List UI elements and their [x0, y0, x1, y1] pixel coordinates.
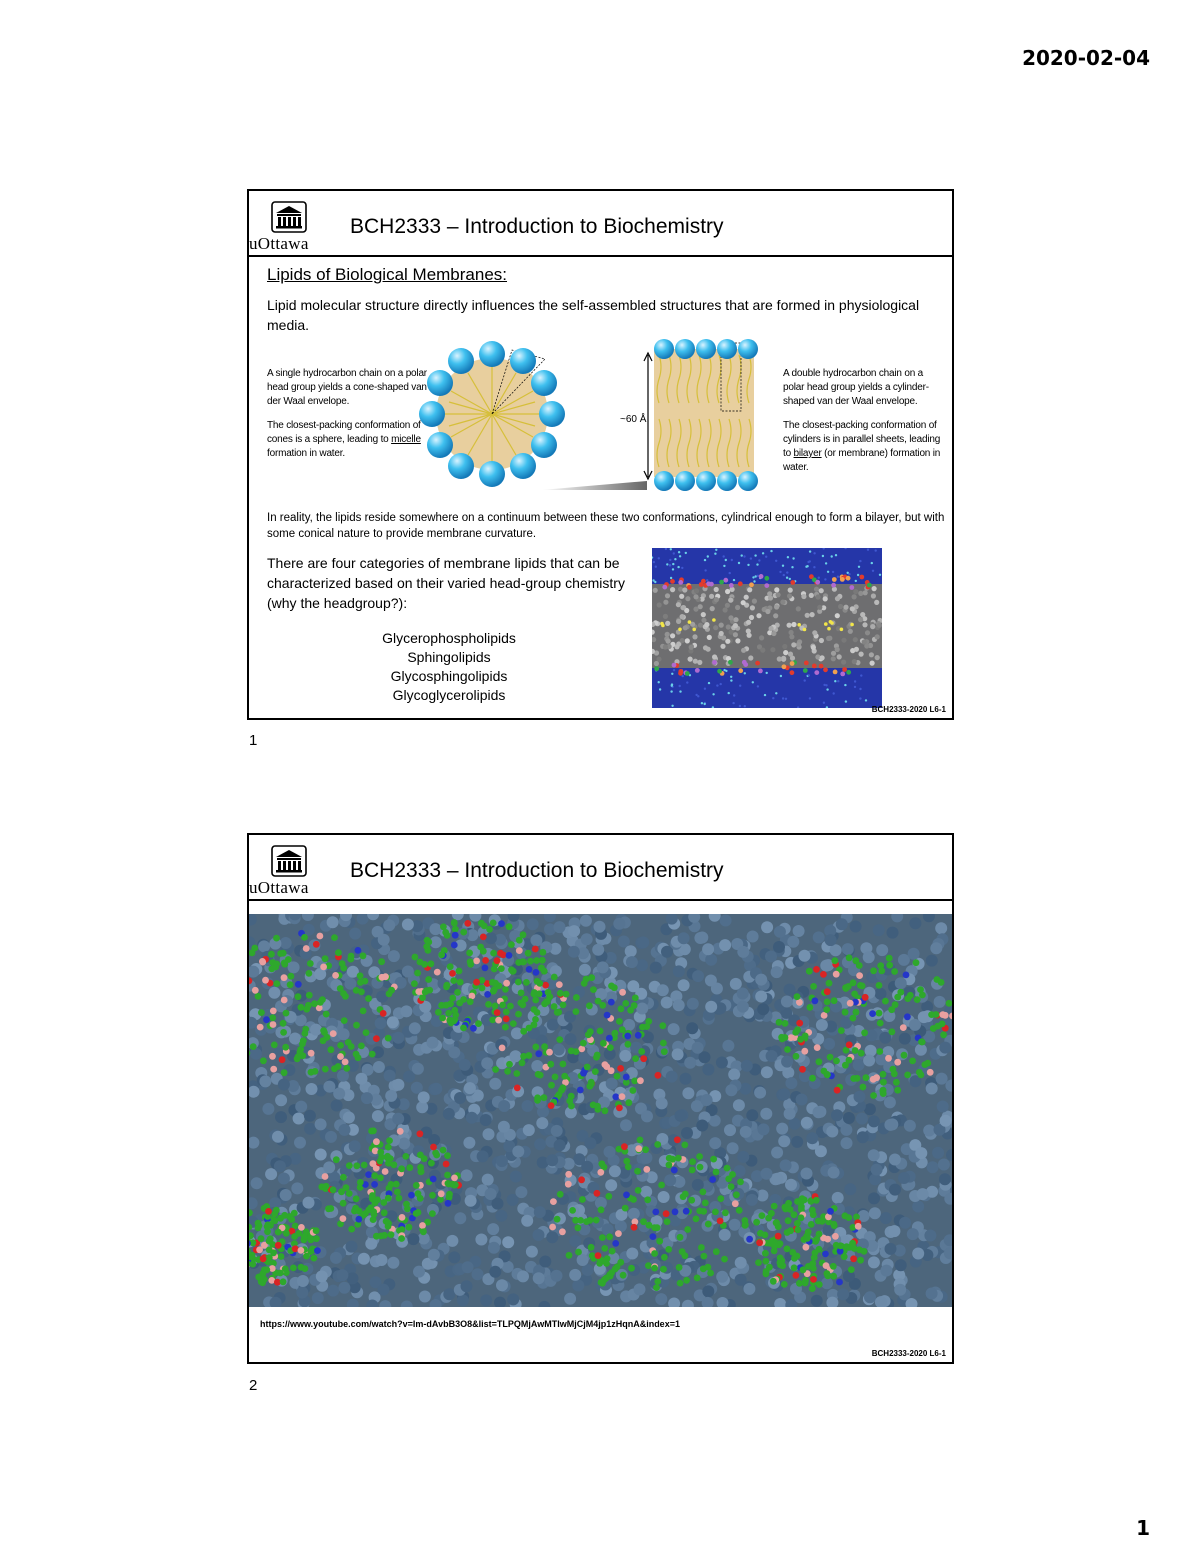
categories-intro: There are four categories of membrane lipids that can be characterized based on their varied head-group chemistry (why the headgroup?): — [267, 555, 625, 611]
slide-header — [249, 191, 952, 257]
bilayer-term: bilayer — [793, 448, 822, 459]
section-heading: Lipids of Biological Membranes: — [267, 265, 508, 284]
category-item: Glycosphingolipids — [390, 668, 508, 684]
zoom-wedge — [541, 481, 647, 490]
slide-code: BCH2333-2020 L6-1 — [871, 1349, 946, 1358]
logo-text: uOttawa — [249, 878, 309, 897]
slide-code: BCH2333-2020 L6-1 — [871, 705, 946, 714]
category-item: Sphingolipids — [407, 649, 491, 665]
slide-2 — [247, 833, 954, 1364]
logo-text: uOttawa — [249, 234, 309, 253]
slide-title: BCH2333 – Introduction to Biochemistry — [350, 215, 724, 238]
bilayer-note-2: The closest-packing conformation of cylinders is in parallel sheets, leading to bilayer (or membrane) formation in water. — [783, 420, 941, 473]
micelle-note — [267, 367, 427, 471]
intro-text: Lipid molecular structure directly influences the self-assembled structures that are formed in physiological media. — [267, 297, 920, 333]
bilayer-core — [654, 349, 754, 477]
micelle-illustration — [419, 341, 565, 487]
category-item: Glycoglycerolipids — [392, 687, 506, 703]
bilayer-note-1: A double hydrocarbon chain on a polar head group yields a cylinder-shaped van der Waal envelope. — [783, 368, 929, 407]
slide-header — [249, 835, 952, 901]
lipid-simulation-image — [249, 914, 952, 1307]
bilayer-illustration — [620, 339, 758, 491]
reality-text: In reality, the lipids reside somewhere on a continuum between these two conformations, cylindrical enough to form a bilayer, but with some conical nature to provide membrane curvature. — [267, 512, 945, 540]
micelle-bilayer-diagram — [419, 337, 779, 501]
category-list — [359, 629, 539, 705]
header-divider — [249, 899, 952, 901]
micelle-note-2: The closest-packing conformation of cones is a sphere, leading to micelle formation in water. — [267, 420, 421, 459]
slide-index: 1 — [249, 732, 258, 749]
membrane-simulation-image — [652, 548, 882, 708]
micelle-term: micelle — [391, 434, 421, 445]
slide-title: BCH2333 – Introduction to Biochemistry — [350, 859, 724, 882]
video-link[interactable]: https://www.youtube.com/watch?v=lm-dAvbB3O8&list=TLPQMjAwMTIwMjCjM4jp1zHqnA&index=1 — [260, 1319, 680, 1329]
header-divider — [249, 255, 952, 257]
micelle-note-1: A single hydrocarbon chain on a polar head group yields a cone-shaped van der Waal envelope. — [267, 368, 427, 407]
slide-index: 2 — [249, 1377, 258, 1394]
page-date: 2020-02-04 — [1022, 46, 1150, 70]
category-item: Glycerophospholipids — [382, 630, 516, 646]
page-number: 1 — [1136, 1516, 1150, 1540]
slide-1 — [247, 189, 954, 720]
bilayer-note — [783, 367, 945, 485]
dimension-label: ~60 Å — [620, 414, 647, 425]
